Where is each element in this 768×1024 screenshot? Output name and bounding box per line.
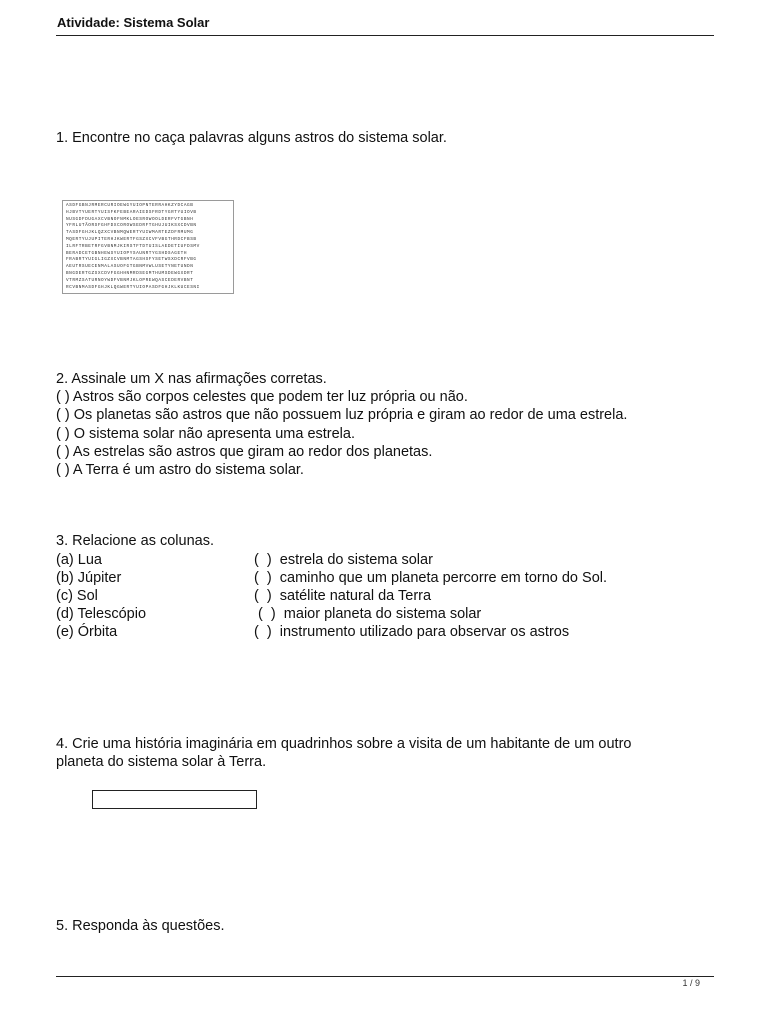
page-header-title: Atividade: Sistema Solar (57, 15, 210, 30)
question-4 (56, 735, 631, 771)
column-b-item-2: ( ) caminho que um planeta percorre em torno do Sol. (254, 570, 608, 586)
statement-3: ( ) O sistema solar não apresenta uma estrela. (56, 425, 355, 442)
word-search-row: FRABRTYUIGLIGZXCVBNMTAGSHSFYSETWSXDCRFVBG (66, 257, 197, 263)
word-search-row: RCVBNMASDFGHJKLQGWERTYUIOPASDFGHJKLKUCESNI (66, 284, 200, 290)
word-search-row: HJBVTYUERTYUISFKFEBEARAIEDSFRDTYGRTYUIOVB (66, 209, 197, 215)
word-search-row: BERADCETGBNHEWSYUIOPYSAUNRTYGSHDSAGETH (66, 250, 188, 256)
question-2-title: 2. Assinale um X nas afirmações corretas. (56, 371, 327, 387)
word-search-grid (62, 200, 234, 294)
word-search-row: TASDFGHJKLQZXCVBNMQWERTYUIWMARTEZDFRMUMG (66, 230, 194, 236)
question-3-title: 3. Relacione as colunas. (56, 533, 214, 549)
column-b-item-3: ( ) satélite natural da Terra (254, 588, 432, 604)
column-b-item-5: ( ) instrumento utilizado para observar os astros (254, 624, 570, 640)
column-a-item-sol: (c) Sol (56, 588, 98, 604)
question-4-line-1: 4. Crie uma história imaginária em quadrinhos sobre a visita de um habitante de um outro (56, 736, 632, 752)
question-1-text: 1. Encontre no caça palavras alguns astros do sistema solar. (56, 130, 447, 146)
column-a-item-lua: (a) Lua (56, 552, 102, 568)
statement-1: ( ) Astros são corpos celestes que podem ter luz própria ou não. (56, 389, 468, 406)
statement-4: ( ) As estrelas são astros que giram ao redor dos planetas. (56, 443, 433, 460)
word-search-row: MQERTYUJUPITERHJKWERTFGSZXCVFVBGTHRDCFBSB (66, 236, 197, 242)
footer-divider (56, 976, 714, 977)
header-divider (56, 35, 714, 36)
word-search-row: ASDFGBNJRMERCURIOEWGYUIOPNTERRAHKZYDCAGB (66, 203, 194, 208)
word-search-row: ILRFTRBETRFGVBNMJKIRSTFTDTUISLAEDETIUFDSMV (66, 243, 200, 249)
question-5-text: 5. Responda às questões. (56, 918, 225, 934)
column-b-item-1: ( ) estrela do sistema solar (254, 552, 433, 568)
statement-2: ( ) Os planetas são astros que não possuem luz própria e giram ao redor de uma estrela. (56, 407, 628, 424)
word-search-row: YFRLUTÃORSFGHFDXCOROWSEDRFTGHUJUIKSXCDVBN (66, 223, 197, 229)
column-a-item-telescopio: (d) Telescópio (56, 606, 147, 622)
word-search-row: NUSGDFDUGAXCVBNOFNMKLOESROWOOLDERFVTGBNH (66, 216, 194, 222)
question-5 (56, 917, 224, 935)
word-search-row: VTRMZSATURNOYWDFVBNMJKLOPREWQASCEDERVBNT (66, 277, 194, 283)
comic-strip-box (92, 790, 257, 809)
question-2 (56, 370, 627, 479)
column-a-item-jupiter: (b) Júpiter (56, 570, 122, 586)
column-a-item-orbita: (e) Órbita (56, 624, 118, 640)
statement-5: ( ) A Terra é um astro do sistema solar. (56, 461, 304, 478)
question-4-line-2: planeta do sistema solar à Terra. (56, 754, 267, 771)
word-search-row: BNGDERTGZSXCDVFGGHHNMRDSEGMTHUMSDEWGXDRT (66, 270, 194, 276)
question-1 (56, 129, 447, 147)
page-number: 1 / 9 (682, 978, 700, 988)
column-b-item-4: ( ) maior planeta do sistema solar (254, 606, 482, 622)
word-search-row: AEUTRSUECENMALASUOFGTGBNMVWLUSETYNETUNDN (66, 264, 194, 270)
